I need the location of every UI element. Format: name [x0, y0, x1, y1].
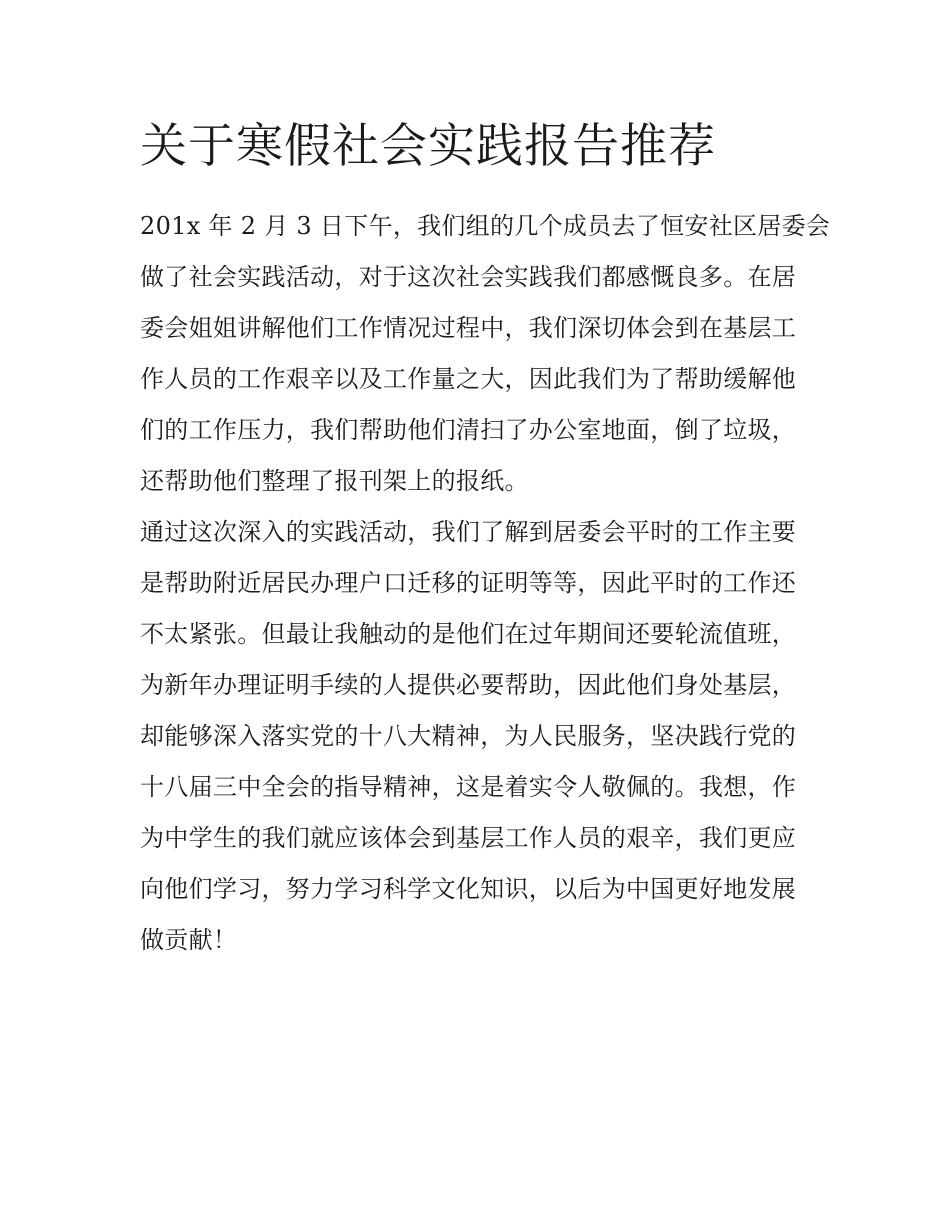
body-line: 十八届三中全会的指导精神，这是着实令人敬佩的。我想，作	[140, 773, 797, 801]
body-line: 做了社会实践活动，对于这次社会实践我们都感慨良多。在居	[140, 263, 797, 291]
body-line: 通过这次深入的实践活动，我们了解到居委会平时的工作主要	[140, 518, 797, 546]
body-line: 们的工作压力，我们帮助他们清扫了办公室地面，倒了垃圾，	[140, 416, 797, 444]
body-line: 不太紧张。但最让我触动的是他们在过年期间还要轮流值班，	[140, 620, 797, 648]
body-line: 做贡献！	[140, 926, 238, 954]
body-line: 作人员的工作艰辛以及工作量之大，因此我们为了帮助缓解他	[140, 365, 797, 393]
document-body	[140, 201, 831, 966]
body-line: 向他们学习，努力学习科学文化知识，以后为中国更好地发展	[140, 875, 797, 903]
body-line: 201x 年 2 月 3 日下午，我们组的几个成员去了恒安社区居委会	[140, 212, 831, 240]
body-line: 还帮助他们整理了报刊架上的报纸。	[140, 467, 529, 495]
body-line: 为新年办理证明手续的人提供必要帮助，因此他们身处基层，	[140, 671, 797, 699]
body-line: 是帮助附近居民办理户口迁移的证明等等，因此平时的工作还	[140, 569, 797, 597]
body-line: 为中学生的我们就应该体会到基层工作人员的艰辛，我们更应	[140, 824, 797, 852]
body-line: 却能够深入落实党的十八大精神，为人民服务，坚决践行党的	[140, 722, 797, 750]
document-title: 关于寒假社会实践报告推荐	[140, 119, 716, 174]
body-line: 委会姐姐讲解他们工作情况过程中，我们深切体会到在基层工	[140, 314, 797, 342]
